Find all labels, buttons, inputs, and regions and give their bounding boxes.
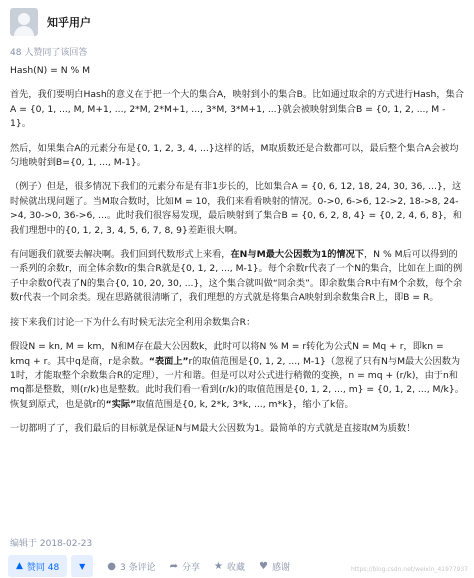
edited-date[interactable]: 编辑于 2018-02-23 — [10, 539, 93, 549]
vote-count-text: 48 人赞同了该回答 — [10, 48, 88, 58]
heart-icon: ♥ — [258, 560, 268, 572]
bold-surface: “表面上” — [148, 355, 189, 367]
paragraph-7: 一切都明了了，我们最后的目标就是保证N与M最大公因数为1。最简单的方式就是直接取M为质数！ — [10, 423, 416, 435]
answer-author-header — [10, 8, 91, 36]
bold-condition: 在N与M最大公因数为1的情况下 — [230, 249, 364, 261]
paragraph-1: 首先，我们要明白Hash的意义在于把一个大的集合A，映射到小的集合B。比如通过取余的方式进行Hash，集合A = {0, 1, ..., M, M+1, ..., 2*M, 2*M+1, ..., 3*M, 3*M+1, ...}就会被映射到集合B = {0, 1, 2, ..., M - 1}。 — [10, 89, 464, 130]
upvote-label: 赞同 48 — [26, 562, 60, 573]
paragraph-4: 有问题我们就要去解决啊。我们回到代数形式上来看，在N与M最大公因数为1的情况下，N % M后可以得到的一系列的余数r，而全体余数r的集合R就是{0, 1, 2, ..., M-1}。每个余数r代表了一个N的集合，比如在上面的例子中余数0代表了N的集合{0, 10, 20, 30, ...}，这个集合就叫做“同余类”。即余数集合R中有M个余数，每个余数r代表一个同余类。现在思路就很清晰了，我们理想的方式就是将集合A映射到余数集合R上，即B = R。 — [10, 249, 463, 304]
avatar[interactable] — [10, 8, 38, 36]
share-button[interactable]: ➦ 分享 — [169, 560, 200, 573]
watermark-text: https://blog.csdn.net/weixin_41977937 — [350, 566, 468, 573]
paragraph-6: 假设N = kn, M = km，N和M存在最大公因数k，此时可以将N % M = r转化为公式N = Mq + r，即kn = kmq + r。其中q是商，r是余数。“表面上”r的取值范围是{0, 1, 2, ..., M-1}（忽视了只有N与M最大公因数为1时，才能取整个余数集合R的定理），一片和谐。但是可以对公式进行稍微的变换，n = mq + (r/k)，由于n和mq都是整数，则(r/k)也是整数。此时我们看一看到(r/k)的取值范围是{0, 1, 2, ..., m} = {0, 1, 2, ..., M/k}。恢复到原式，也是就r的“实际”取值范围是{0, k, 2*k, 3*k, ..., m*k}，缩小了k倍。 — [10, 341, 464, 410]
favorite-button[interactable]: ★ 收藏 — [213, 560, 245, 573]
paragraph-5: 接下来我们讨论一下为什么有时候无法完全利用余数集合R： — [10, 316, 256, 328]
star-icon: ★ — [213, 560, 223, 572]
paragraph-formula: Hash(N) = N % M — [10, 65, 91, 76]
thanks-button[interactable]: ♥ 感谢 — [258, 560, 290, 573]
triangle-up-icon: ▲ — [16, 561, 23, 571]
answer-content — [10, 64, 464, 447]
paragraph-2: 然后，如果集合A的元素分布是{0, 1, 2, 3, 4, ...}这样的话，M取质数还是合数都可以，最后整个集合A会被均匀地映射到B={0, 1, ..., M-1}。 — [10, 142, 459, 169]
downvote-button[interactable] — [71, 555, 93, 577]
comment-icon: ● — [107, 560, 116, 572]
bold-actual: “实际” — [105, 398, 137, 410]
share-icon: ➦ — [169, 560, 178, 572]
paragraph-3: （例子）但是，很多情况下我们的元素分布是有非1步长的，比如集合A = {0, 6, 12, 18, 24, 30, 36, ...}，这时候就出现问题了。当M取合数时，比如M = 10，我们来看看映射的情况。0->0, 6->6, 12->2, 18->8, 24->4, 30->0, 36->6, ...。此时我们很容易发现，最后映射到了集合B = {0, 6, 2, 8, 4} = {0, 2, 4, 6, 8}，和我们理想中的{0, 1, 2, 3, 4, 5, 6, 7, 8, 9}差距很大啊。 — [10, 181, 462, 236]
comments-button[interactable]: ● 3 条评论 — [107, 560, 156, 573]
upvote-button[interactable] — [8, 555, 67, 577]
triangle-down-icon: ▼ — [79, 561, 86, 571]
author-name[interactable]: 知乎用户 — [47, 16, 91, 29]
